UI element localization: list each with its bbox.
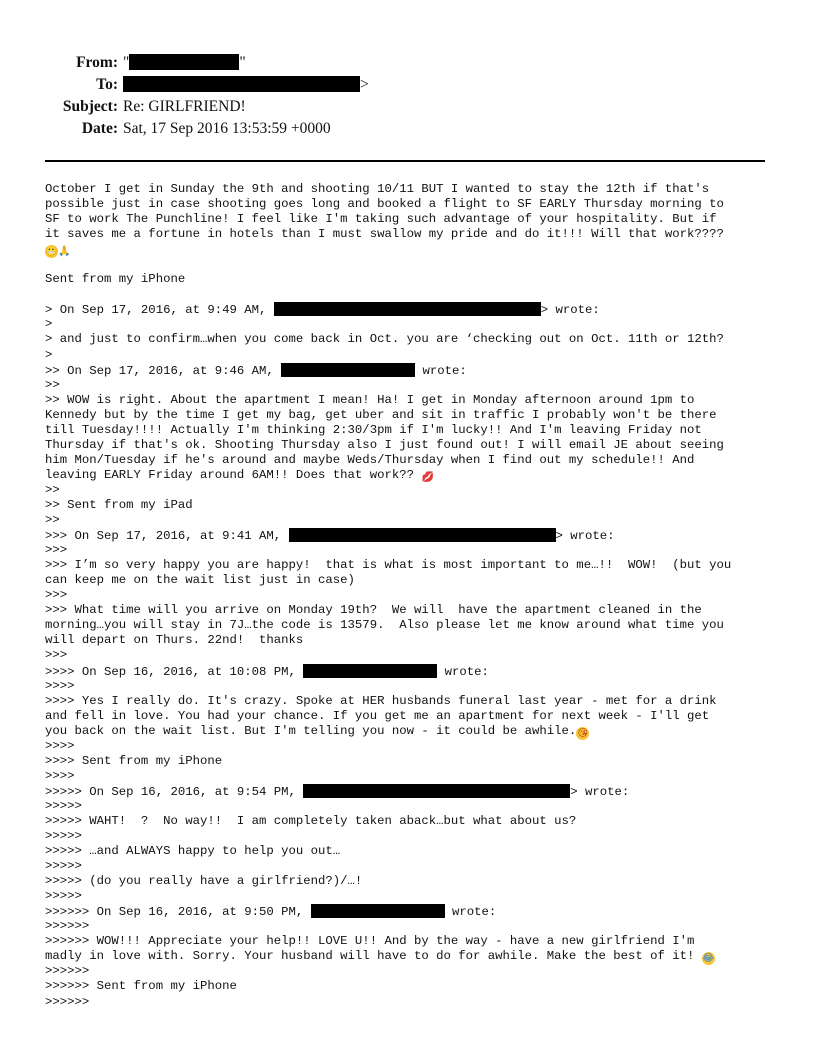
quote-line: >>>>>	[45, 889, 82, 904]
quote-line: >>>>	[45, 738, 75, 753]
attribution-text: >> On Sep 17, 2016, at 9:46 AM,	[45, 363, 282, 378]
quote-line: >>>>> (do you really have a girlfriend?)/…!	[45, 874, 363, 889]
laughing-emoji-icon: 😂	[702, 953, 715, 965]
header-divider	[45, 160, 765, 162]
quote-line: him Mon/Tuesday if he's around and maybe Weds/Thursday when I find out my schedule!! And	[45, 452, 695, 467]
email-body	[45, 182, 785, 1010]
quote-line: >>	[45, 482, 60, 497]
from-row	[0, 52, 816, 74]
quote-line: >>>	[45, 543, 68, 558]
subject-row	[0, 96, 816, 118]
attribution-text: >>>> On Sep 16, 2016, at 10:08 PM,	[45, 664, 304, 679]
quote-attribution	[45, 302, 785, 317]
quote-line: morning…you will stay in 7J…the code is 13579. Also please let me know around what time you	[45, 618, 724, 633]
quote-line: >>> What time will you arrive on Monday 19th? We will have the apartment cleaned in the	[45, 603, 702, 618]
quote-line: > and just to confirm…when you come back in Oct. you are ‘checking out on Oct. 11th or 12th?	[45, 332, 724, 347]
quote-line: and fell in love. You had your chance. If you get me an apartment for next week - I'll get	[45, 708, 710, 723]
redacted-email	[274, 302, 541, 316]
from-value	[123, 52, 246, 74]
date-value: Sat, 17 Sep 2016 13:53:59 +0000	[123, 120, 331, 137]
quote-line	[45, 468, 785, 483]
redacted-recipient	[123, 76, 360, 92]
body-line: possible just in case shooting goes long and booked a flight to SF EARLY Thursday morning to	[45, 197, 724, 212]
to-label: To:	[96, 76, 118, 93]
redacted-name	[281, 363, 415, 377]
blank-line	[45, 257, 785, 272]
attribution-wrote: > wrote:	[540, 303, 600, 318]
quote-line: >>>>> …and ALWAYS happy to help you out…	[45, 844, 341, 859]
subject-label: Subject:	[62, 98, 118, 115]
quote-line: >>>	[45, 588, 68, 603]
quote-line: >>>>	[45, 678, 75, 693]
quote-line: >>>>	[45, 768, 75, 783]
quote-line: >>	[45, 377, 60, 392]
quote-line	[45, 724, 785, 739]
redacted-name	[303, 664, 437, 678]
quote-line: >>>> Yes I really do. It's crazy. Spoke at HER husbands funeral last year - met for a drink	[45, 693, 717, 708]
blank-line	[45, 287, 785, 302]
attribution-text: >>> On Sep 17, 2016, at 9:41 AM,	[45, 529, 289, 544]
to-row	[0, 74, 816, 96]
quote-line: >>>>>>	[45, 964, 90, 979]
quote-line: till Tuesday!!!! Actually I'm thinking 2:30/3pm if I'm lucky!! And I'm leaving Friday not	[45, 422, 702, 437]
attribution-text: > On Sep 17, 2016, at 9:49 AM,	[45, 303, 274, 318]
quote-line: >	[45, 317, 53, 332]
body-line: October I get in Sunday the 9th and shooting 10/11 BUT I wanted to stay the 12th if that's	[45, 182, 710, 196]
attribution-text: >>>>>> On Sep 16, 2016, at 9:50 PM,	[45, 905, 311, 920]
quote-line: >>>>>>	[45, 919, 90, 934]
attribution-text: >>>>> On Sep 16, 2016, at 9:54 PM,	[45, 784, 304, 799]
to-close-bracket: >	[360, 76, 369, 93]
quote-line: >>>>>	[45, 829, 82, 844]
quote-line: can keep me on the wait list just in case)	[45, 573, 355, 588]
date-row	[0, 118, 816, 140]
attribution-wrote: wrote:	[444, 905, 497, 920]
quote-line: >>>>>>	[45, 994, 90, 1009]
quote-line: >> Sent from my iPad	[45, 497, 193, 512]
praying-hands-emoji-icon: 🙏	[58, 246, 71, 258]
redacted-email	[303, 784, 570, 798]
attribution-wrote: > wrote:	[570, 784, 630, 799]
emoji-line	[45, 242, 785, 257]
attribution-wrote: wrote:	[437, 664, 489, 679]
body-line: SF to work The Punchline! I feel like I'm taking such advantage of your hospitality. But if	[45, 212, 717, 227]
quote-line: >>>>>> WOW!!! Appreciate your help!! LOVE U!! And by the way - have a new girlfriend I'm	[45, 934, 695, 949]
body-line: it saves me a fortune in hotels than I must swallow my pride and do it!!! Will that work????	[45, 227, 724, 242]
quote-line: >>>>>	[45, 798, 82, 813]
quote-attribution	[45, 363, 785, 378]
quote-text: you back on the wait list. But I'm telling you now - it could be awhile.	[45, 723, 577, 738]
quote-line: will depart on Thurs. 22nd! thanks	[45, 633, 304, 648]
quote-attribution	[45, 664, 785, 679]
quote-line: Thursday if that's ok. Shooting Thursday also I just found out! I will email JE about seeing	[45, 437, 724, 452]
kiss-emoji-icon: 😘	[577, 727, 589, 739]
quote-line: >>	[45, 513, 60, 528]
lips-emoji-icon: 💋	[421, 471, 435, 483]
quote-line	[45, 949, 785, 964]
redacted-name	[311, 904, 445, 918]
redacted-email	[289, 528, 556, 542]
from-quote-close: "	[239, 54, 246, 71]
quote-line: Kennedy but by the time I get my bag, get uber and sit in traffic I probably won't be there	[45, 407, 717, 422]
quote-line: >>>>>	[45, 859, 82, 874]
attribution-wrote: wrote:	[415, 363, 467, 378]
from-label: From:	[76, 54, 118, 71]
quote-line: >>>>> WAHT! ? No way!! I am completely taken aback…but what about us?	[45, 813, 577, 828]
quote-attribution	[45, 784, 785, 799]
quote-line: >>>> Sent from my iPhone	[45, 753, 223, 768]
quote-line: >> WOW is right. About the apartment I mean! Ha! I get in Monday afternoon around 1pm to	[45, 392, 695, 407]
quote-line: >	[45, 347, 53, 362]
date-label: Date:	[81, 120, 118, 137]
quote-attribution	[45, 904, 785, 919]
quote-text: madly in love with. Sorry. Your husband will have to do for awhile. Make the best of it!	[45, 949, 702, 964]
redacted-sender	[129, 54, 239, 70]
grimace-emoji-icon: 😬	[45, 246, 58, 258]
signature-line: Sent from my iPhone	[45, 272, 186, 287]
quote-line: >>>	[45, 648, 68, 663]
from-quote-open: "	[123, 54, 130, 71]
to-value	[123, 74, 369, 96]
subject-value: Re: GIRLFRIEND!	[123, 98, 246, 115]
attribution-wrote: > wrote:	[555, 529, 615, 544]
quote-attribution	[45, 528, 785, 543]
quote-line: >>> I’m so very happy you are happy! that is what is most important to me…!! WOW! (but you	[45, 558, 732, 573]
quote-line: >>>>>> Sent from my iPhone	[45, 979, 237, 994]
quote-text: leaving EARLY Friday around 6AM!! Does that work??	[45, 467, 422, 482]
